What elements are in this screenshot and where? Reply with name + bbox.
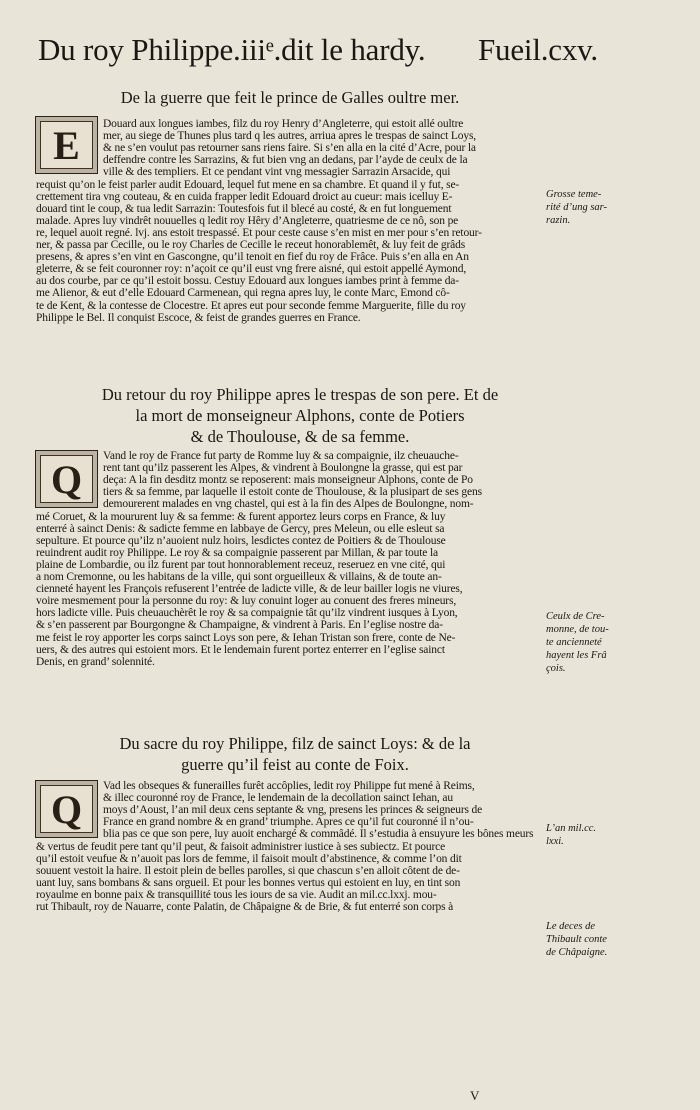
marginal-note-2: Ceulx de Cre- monne, de tou- te ancienneté hayent les Frâ çois.: [546, 611, 609, 674]
text-line: mé Coruet, & la moururent luy & sa femme: & furent apportez leurs corps en France, & luy: [36, 510, 446, 523]
text-line: France en grand nombre & en grand’ triumphe. Apres ce qu’il fut couronné il n’ou-: [103, 816, 474, 829]
decorated-initial-e: E: [35, 116, 98, 174]
text-line: sepulture. Et pource qu’ilz n’auoient nulz hoirs, lesdictes contez de Poitiers & de Thoulouse: [36, 534, 446, 547]
text-line: rent tant qu’ilz passerent les Alpes, & vindrent à Boulongne la grasse, qui est par: [103, 462, 463, 475]
text-line: blia pas ce que son pere, luy auoit enchargé & commâdé. Il s’estudia à ensuyure les bônes meurs: [103, 828, 534, 841]
text-line: & ne s’en voulut pas retourner sans riens faire. Si s’en alla en la cité d’Acre, pour la: [103, 142, 476, 155]
text-line: re, lequel auoit regné. lvj. ans estoit trespassé. Et pour ceste cause s’en mist en mer pour s’en retour-: [36, 226, 482, 239]
text-line: & s’en passerent par Bourgongne & Champaigne, & vindrent à Paris. En l’eglise nostre da-: [36, 619, 443, 632]
decorated-initial-q: Q: [35, 450, 98, 508]
section-heading-3: Du sacre du roy Philippe, filz de sainct Loys: & de la guerre qu’il feist au conte de Foix.: [119, 734, 471, 774]
text-line: uers, & des autres qui estoient mors. Et le lendemain furent portez enterrer en l’eglise sainct: [36, 643, 445, 656]
text-line: crettement tira vng couteau, & en cuida frapper ledit Edouard droict au cueur: mais icelluy E-: [36, 190, 453, 203]
text-line: moys d’Aoust, l’an mil deux cens septante & vng, presens les princes & seigneurs de: [103, 804, 483, 817]
text-line: Vad les obseques & funerailles furêt accôplies, ledit roy Philippe fut mené à Reims,: [103, 780, 475, 792]
text-line: reuindrent audit roy Philippe. Le roy & sa compaignie passerent par Millan, & par toute la: [36, 546, 438, 559]
running-head: [38, 30, 598, 70]
signature-mark: V: [470, 1088, 480, 1103]
text-line: ville & des templiers. Et ce pendant vint vng messagier Sarrazin Arsacide, qui: [103, 166, 451, 179]
running-head-title: Du roy Philippe.iiiᵉ.dit le hardy.: [38, 32, 426, 67]
text-line: au dos courbe, par ce qu’il estoit bossu. Cestuy Edouard aux longues iambes print à femme da-: [36, 275, 459, 288]
text-line: tiers & sa femme, par laquelle il estoit conte de Thoulouse, & la plusipart de ses gens: [103, 486, 482, 499]
text-line: Douard aux longues iambes, filz du roy Henry d’Angleterre, qui estoit allé oultre: [103, 118, 464, 130]
text-line: uant luy, sans bombans & sans orgueil. Et pour les bonnes vertus qui estoient en luy, en tint son: [36, 876, 461, 889]
text-line: mer, au siege de Thunes plus tard q les autres, arriua apres le trespas de sainct Loys,: [103, 130, 476, 143]
text-line: me Alienor, & eut d’elle Edouard Carmenean, qui regna apres luy, le conte Marc, Emond cô-: [36, 287, 450, 300]
marginal-note-4: Le deces de Thibault conte de Châpaigne.: [546, 921, 608, 958]
text-line: te de Kent, & la contesse de Clocestre. Et apres eut pour seconde femme Marguerite, fille du roy: [36, 299, 466, 312]
decorated-initial-q-2: Q: [35, 780, 98, 838]
text-line: Philippe le Bel. Il conquist Escoce, & feist de grandes guerres en France.: [36, 311, 361, 324]
text-line: royaulme en bonne paix & transquillité tous les iours de sa vie. Audit an mil.cc.lxxj. mou-: [36, 888, 437, 901]
text-line: deffendre contre les Sarrazins, & fut bien vng an dedans, par l’ayde de ceulx de la: [103, 154, 468, 167]
text-line: rut Thibault, roy de Nauarre, conte Palatin, de Châpaigne & de Brie, & fut enterré son corps à: [36, 901, 454, 913]
text-line: deça: A la fin desditz montz se reposerent: mais monseigneur Alphons, conte de Po: [103, 474, 473, 487]
text-line: ner, & passa par Cecille, ou le roy Charles de Cecille le receut honorablemêt, & luy feit de grâds: [36, 239, 466, 251]
text-line: Vand le roy de France fut party de Romme luy & sa compaignie, ilz cheuauche-: [103, 450, 459, 462]
text-line: & vertus de feudit pere tant qu’il peut, & faisoit administrer iustice à ses subiectz. Et pource: [36, 840, 446, 853]
text-line: hors ladicte ville. Puis cheuauchèrêt le roy & sa compaignie tât qu’ilz vindrent iusques à Lyon,: [36, 607, 458, 620]
text-line: requist qu’on le feist parler audit Edouard, lequel fut mene en sa chambre. Et quand il y fut, se-: [36, 178, 460, 191]
text-line: douard tint le coup, & tua ledit Sarrazin: Toutesfois fut il blecé au costé, & en fut longuement: [36, 202, 452, 215]
text-line: malade. Apres luy vindrêt nouuelles q ledit roy Hêry d’Angleterre, quatriesme de ce nô, son pe: [36, 214, 459, 227]
text-line: cienneté hayent les François refuserent l’entrée de ladicte ville, & de leur bailler logis ne viures,: [36, 583, 463, 596]
marginal-note-3: L’an mil.cc. lxxi.: [546, 823, 597, 847]
text-line: & illec couronné roy de France, le lendemain de la decollation sainct Iehan, au: [103, 792, 453, 805]
folio-number: Fueil.cxv.: [478, 32, 598, 67]
text-line: a nom Cremonne, ou les habitans de la ville, qui sont orgueilleux & villains, & de toute an-: [36, 571, 442, 583]
text-line: voire mesmement pour la personne du roy: & luy conuint loger au conuent des freres mineurs,: [36, 595, 457, 608]
section-heading-2: Du retour du roy Philippe apres le trespas de son pere. Et de la mort de monseigneur Alphons, conte de Potiers & de Thoulouse, & de sa femme.: [101, 385, 499, 446]
text-line: gleterre, & se feit couronner roy: n’açoit ce qu’il eust vng frere aisné, qui estoit appellé Aymond,: [36, 263, 467, 276]
text-line: Denis, en grand’ solennité.: [36, 655, 155, 668]
text-line: plaine de Lombardie, ou ilz furent par tout honnorablement receuz, reseruez en vne cité, qui: [36, 558, 446, 571]
section-heading-1: De la guerre que feit le prince de Galles oultre mer.: [120, 88, 460, 107]
text-line: me feist le roy apporter les corps sainct Loys son pere, & Iehan Tristan son frere, conte de Ne-: [36, 631, 456, 644]
text-line: qu’il estoit veufue & n’auoit pas lors de femme, il faisoit moult d’abstinence, & comme l’on dit: [36, 852, 462, 865]
text-line: souuent vestoit la haire. Il estoit plein de belles parolles, si que chascun s’en alloit côtent de de-: [36, 864, 460, 877]
text-line: enterré à sainct Denis: & sadicte femme en labbaye de Gercy, pres Meleun, ou elle esleut sa: [36, 522, 445, 535]
text-line: presens, & apres s’en vint en Gascongne, qu’il tenoit en fief du roy de Frâce. Puis s’en alla en An: [36, 251, 469, 264]
marginal-note-1: Grosse teme- rité d’ung sar- razin.: [546, 189, 608, 226]
text-line: demourerent malades en vng chastel, qui est à la fin des Alpes de Boulongne, nom-: [103, 498, 474, 511]
